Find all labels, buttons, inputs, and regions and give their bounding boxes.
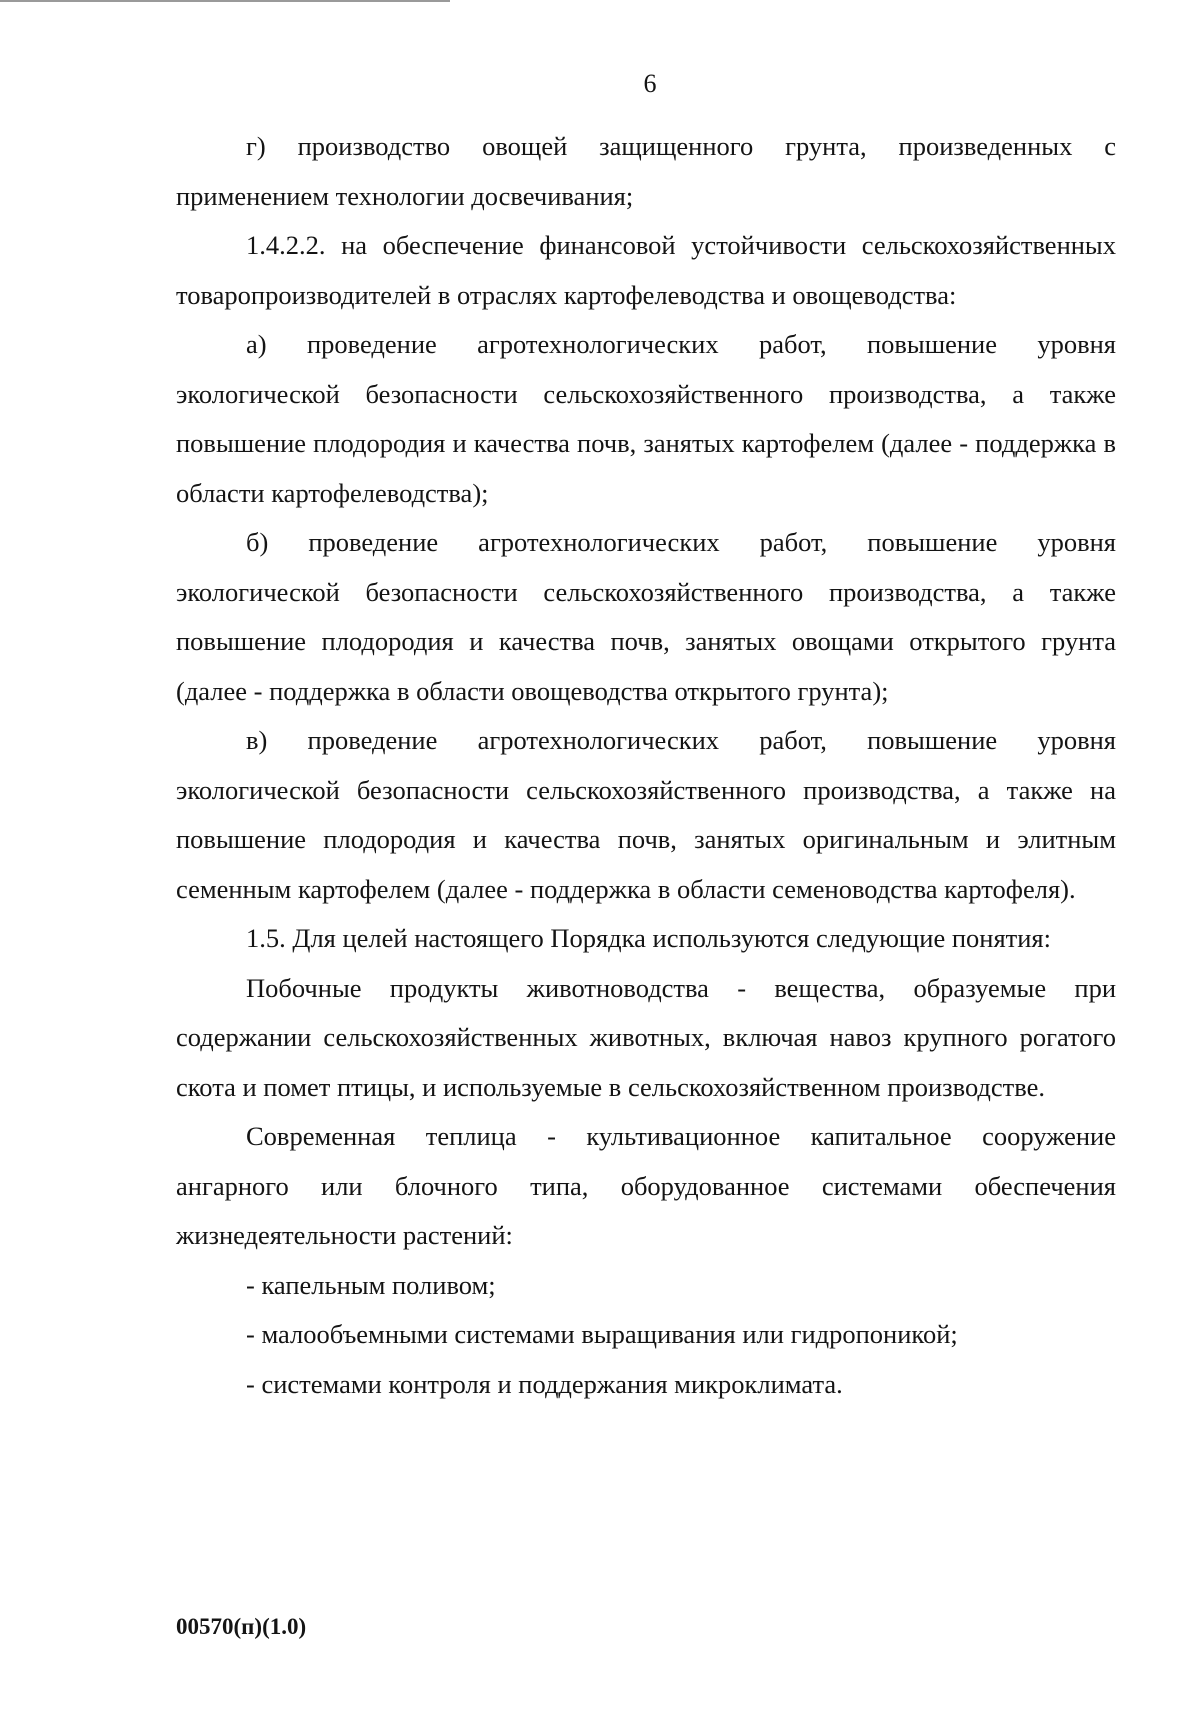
scan-edge-line bbox=[0, 0, 450, 2]
paragraph-1-4-2-2: 1.4.2.2. на обеспечение финансовой устойчивости сельскохозяйственных товаропроизводителей в отраслях картофелеводства и овощеводства: bbox=[176, 230, 1116, 310]
document-body bbox=[176, 122, 1116, 1409]
paragraph-greenhouse-definition: Современная теплица - культивационное капитальное сооружение ангарного или блочного типа, оборудованное системами обеспечения жизнедеятельности растений: bbox=[176, 1121, 1116, 1250]
list-item-drip-irrigation: - капельным поливом; bbox=[246, 1269, 496, 1300]
paragraph-g: г) производство овощей защищенного грунта, произведенных с применением технологии досвечивания; bbox=[176, 131, 1116, 211]
paragraph-v: в) проведение агротехнологических работ, повышение уровня экологической безопасности сельскохозяйственного производства, а также на повышение плодородия и качества почв, занятых оригинальным и элитным семенным картофелем (далее - поддержка в области семеноводства картофеля). bbox=[176, 725, 1116, 904]
paragraph-1-5: 1.5. Для целей настоящего Порядка используются следующие понятия: bbox=[246, 923, 1051, 953]
list-item-hydroponics: - малообъемными системами выращивания или гидропоникой; bbox=[246, 1319, 958, 1349]
paragraph-by-products-definition: Побочные продукты животноводства - вещества, образуемые при содержании сельскохозяйственных животных, включая навоз крупного рогатого скота и помет птицы, и используемые в сельскохозяйственном производстве. bbox=[176, 972, 1116, 1102]
paragraph-a: а) проведение агротехнологических работ, повышение уровня экологической безопасности сельскохозяйственного производства, а также повышение плодородия и качества почв, занятых картофелем (далее - поддержка в области картофелеводства); bbox=[176, 329, 1116, 508]
document-code: 00570(п)(1.0) bbox=[176, 1614, 307, 1639]
paragraph-b: б) проведение агротехнологических работ, повышение уровня экологической безопасности сельскохозяйственного производства, а также повышение плодородия и качества почв, занятых овощами открытого грунта (далее - поддержка в области овощеводства открытого грунта); bbox=[176, 527, 1116, 706]
page-number: 6 bbox=[643, 69, 657, 98]
list-item-microclimate: - системами контроля и поддержания микроклимата. bbox=[246, 1368, 843, 1399]
